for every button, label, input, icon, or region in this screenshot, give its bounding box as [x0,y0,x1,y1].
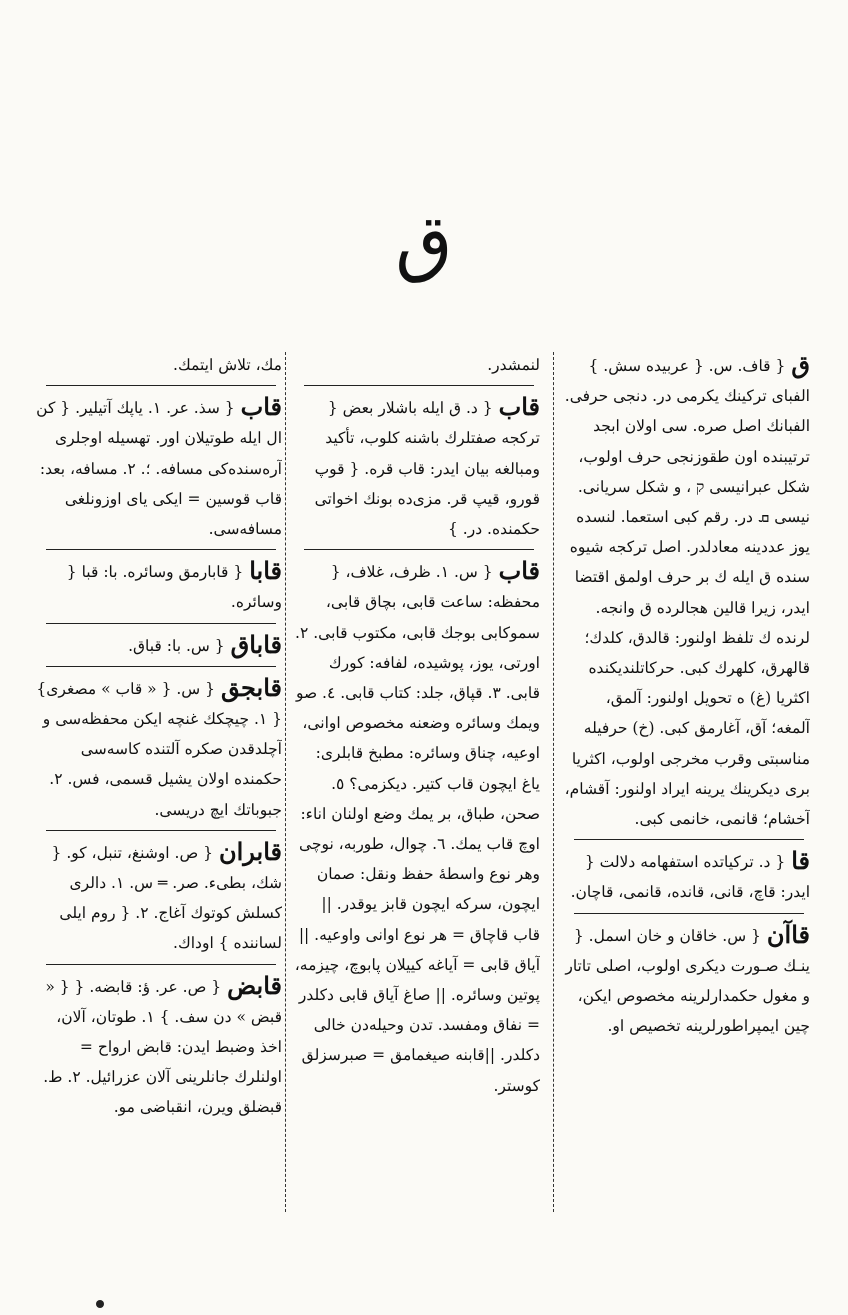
headword: قابا [249,556,282,586]
entry-separator [46,623,276,624]
headword: قابجق [221,672,282,702]
column-divider [285,352,286,1212]
entry-separator [304,549,534,550]
headword: قاب [240,392,282,422]
dictionary-entry [564,350,810,834]
headword: قابران [219,836,282,866]
section-letter: ق [395,199,453,285]
entry-separator [304,385,534,386]
definition-text: { د. ترکیاتده استفهامه دلالت { ایدر: قاچ، قانی، قانده، قانمی، قاچان. [570,853,810,902]
dictionary-entry [294,350,540,380]
definition-text: { س. با: قباق. [128,636,225,655]
entry-separator [46,830,276,831]
definition-text: { س. خاقان و خان اسمل. { ینـك صـورت دیکری اولوب، اصلی تاتار و مغول حکمدارلرینه مخصوص ایکن، چین ایمپراطورلرینه تخصیص او. [565,926,810,1036]
headword: قا [791,846,810,876]
dictionary-entry [36,556,282,617]
entry-separator [46,549,276,550]
print-speck [96,1300,104,1308]
dictionary-entry [36,673,282,825]
headword: قابض [227,970,282,1000]
headword: قاباق [230,629,282,659]
definition-text: { قاف. س. { عربیده سش. } الفبای ترکینك یکرمی در. دنجی حرفی. الفبانك اصل صره. سی اولان ابجد ترتیبنده اون طقوزنجی حرف اولوب، شکل عبرانیسی ק ، و شکل سریانی. نیسی ܩ در. رقم کبی استعما. لنسده یوز عددینه معادلدر. اصل ترکجه شیوه سنده ق ایله ك بر حرف اولمق اقتضا ایدر، زیرا قالین هجالرده ق وانجه. لرنده ك تلفظ اولنور: قالدق، کلدك؛ قالهرق، کلهرك کبی. حرکاتلندیکنده اکثریا (غ) ه تحویل اولنور: آلمق، آلمغه؛ آق، آغارمق کبی. (خ) حرفیله مناسبتی وقرب مخرجی اولوب، اکثریا بری دیکرینك یرینه ایراد اولنور: آقشام، آخشام؛ قانمی، خانمی کبی. [564,357,810,829]
definition-text: { ص. عر. ؤ: قابضه. { { « قبض » دن سف. } ۱. طوتان، آلان، اخذ وضبط ایدن: قابض ارواح = اولنلرك جانلرینی آلان عزرائیل. ۲. ط. قبضلق ویرن، انقباضی مو. [43,977,282,1117]
definition-text: { سذ. عر. ۱. یاپك آتیلیر. { کن ال ایله طوتیلان اور. تهسیله اوجلری آره‌سنده‌کی مسافه. ؛. ۲. مسافه، بعد: قاب قوسین = ایکی یای اوزونلغی مسافه‌سی. [36,399,282,539]
definition-text: { قابارمق وسائره. با: قبا { وسائره. [66,563,282,612]
definition-text: { د. ق ایله باشلار بعض { ترکجه صفتلرك باشنه کلوب، تأکید ومبالغه بیان ایدر: قاب قره. { قوپ قورو، قیپ قر. مزی‌ده بونك اخواتی حکمنده. در. } [314,399,540,539]
headword: ق [791,350,810,379]
headword: قاآن [766,919,810,949]
definition-text: { س. { « قاب » مصغری} { ۱. چیچکك غنچه ایکن محفظه‌سی و آچلدقدن صکره آلتنده کاسه‌سی حکمنده اولان یشیل قسمی، فس. ۲. جبوباتك ایچ دریسی. [36,679,282,819]
entry-separator [46,666,276,667]
dictionary-entry [564,920,810,1042]
dictionary-entry [294,556,540,1101]
dictionary-entry [294,392,540,544]
dictionary-entry [36,350,282,380]
column-right [564,350,810,1229]
definition-text: مك، تلاش ایتمك. [173,356,282,374]
definition-text: { ص. اوشنغ، تنبل، کو. { شك، بطیء. صر. ═ س. ۱. دالری کسلش کوتوك آغاج. ۲. { روم ایلی لساننده } اوداك. [51,843,282,953]
entry-separator [574,839,804,840]
dictionary-entry [36,392,282,544]
definition-text: { س. ۱. ظرف، غلاف، { محفظه: ساعت قابی، بچاق قابی، سموکابی بوجك قابی، مکتوب قابی. ۲. اورتی، یوز، پوشیده، لفافه: کورك قابی. ۳. قپاق، جلد: کتاب قابی. ٤. صو ویمك وسائره وضعنه مخصوص اوانی، اوعیه، چناق وسائره: مطبخ قابلری: یاغ ایچون قاب کتیر. دیکزمی؟ ٥. صحن، طباق، بر یمك وضع اولنان اناء: اوچ قاب یمك. ٦. چوال، طوربه، نوچی وهر نوع واسطهٔ حفظ ونقل: صمان ایچون، سرکه ایچون قابز یوقدر. || قاب قاچاق = هر نوع اوانی واوعیه. || آیاق قابی = آیاغه کییلان پابوچ، چیزمه، پوتین وسائره. || صاغ آیاق قابی دکلدر = نفاق ومفسد. تدن وحیله‌دن خالی دکلدر. ||قابنه صیغمامق = صبرسزلق کوستر. [294,563,540,1095]
column-left [36,350,282,1229]
dictionary-entry [564,846,810,907]
headword: قاب [498,556,540,586]
definition-text: لنمشدر. [487,356,540,374]
entry-separator [46,385,276,386]
headword: قاب [498,392,540,422]
entry-separator [574,913,804,914]
column-middle [294,350,540,1229]
dictionary-entry [36,630,282,661]
dictionary-entry [36,837,282,959]
entry-separator [46,964,276,965]
column-divider [553,352,554,1212]
dictionary-entry [36,971,282,1123]
